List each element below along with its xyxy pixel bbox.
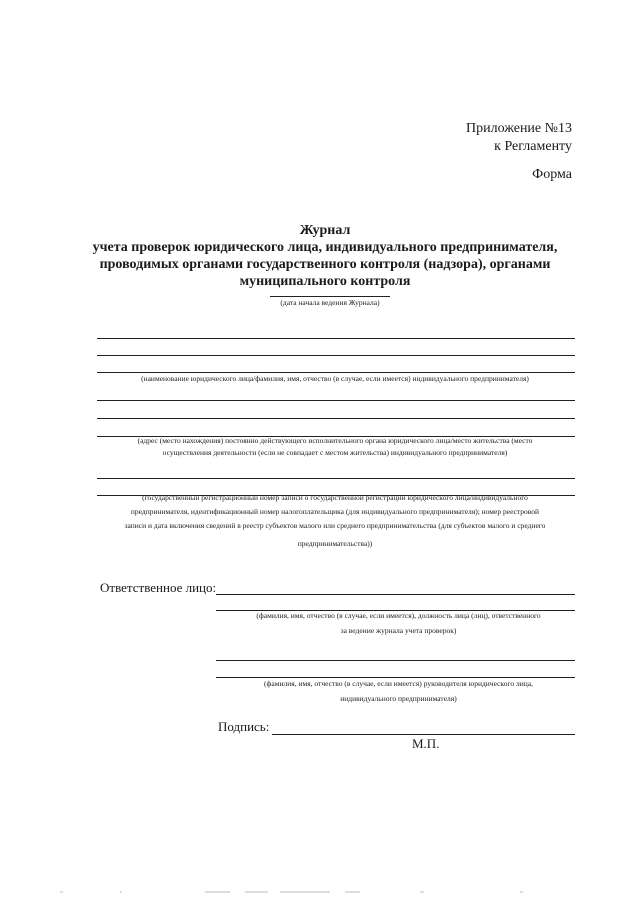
responsible-line-1[interactable]	[216, 594, 575, 595]
signature-line[interactable]	[272, 734, 575, 735]
title-line-4: муниципального контроля	[239, 274, 411, 289]
address-line-1[interactable]	[97, 400, 575, 401]
entity-name-line-1[interactable]	[97, 338, 575, 339]
scan-artifacts	[0, 888, 640, 896]
regnum-caption-2: предпринимателя, идентификационный номер налогоплательщика (для индивидуального предпринимателя); номер реестровой	[130, 507, 540, 516]
entity-name-caption: (наименование юридического лица/фамилия, имя, отчество (в случае, если имеется) индивидуального предпринимателя)	[141, 374, 529, 383]
responsible-caption-1: (фамилия, имя, отчество (в случае, если имеется), должность лица (лиц), ответственного	[256, 611, 541, 620]
seal-label: М.П.	[412, 736, 440, 751]
signature-label: Подпись:	[218, 719, 270, 734]
head-caption-1: (фамилия, имя, отчество (в случае, если имеется) руководителя юридического лица,	[264, 679, 533, 688]
start-date-caption: (дата начала ведения Журнала)	[280, 298, 380, 307]
annex-number: Приложение №13	[466, 121, 572, 136]
responsible-caption-2: за ведение журнала учета проверок)	[340, 626, 457, 635]
entity-name-line-2[interactable]	[97, 355, 575, 356]
title-line-2: учета проверок юридического лица, индивидуального предпринимателя,	[92, 240, 558, 255]
title-line-3: проводимых органами государственного контроля (надзора), органами	[99, 257, 551, 272]
head-caption-2: индивидуального предпринимателя)	[340, 694, 457, 703]
regnum-caption-4: предпринимательства))	[297, 539, 373, 548]
address-caption-1: (адрес (место нахождения) постоянно действующего исполнительного органа юридического лица/место жительства (место	[137, 436, 533, 445]
address-caption-2: осуществления деятельности (если не совпадает с местом жительства) индивидуального предпринимателя)	[162, 448, 508, 457]
regnum-line-1[interactable]	[97, 478, 575, 479]
form-label: Форма	[532, 167, 572, 182]
regnum-caption-1: (государственный регистрационный номер записи о государственной регистрации юридического лица/индивидуального	[142, 493, 528, 502]
regnum-caption-3: записи и дата включения сведений в реестр субъектов малого или среднего предпринимательства (для субъектов малого и среднего	[124, 521, 546, 530]
head-line-1[interactable]	[216, 660, 575, 661]
annex-reference: к Регламенту	[494, 139, 572, 154]
responsible-label: Ответственное лицо:	[100, 580, 217, 595]
title-journal: Журнал	[299, 223, 351, 238]
address-line-2[interactable]	[97, 418, 575, 419]
